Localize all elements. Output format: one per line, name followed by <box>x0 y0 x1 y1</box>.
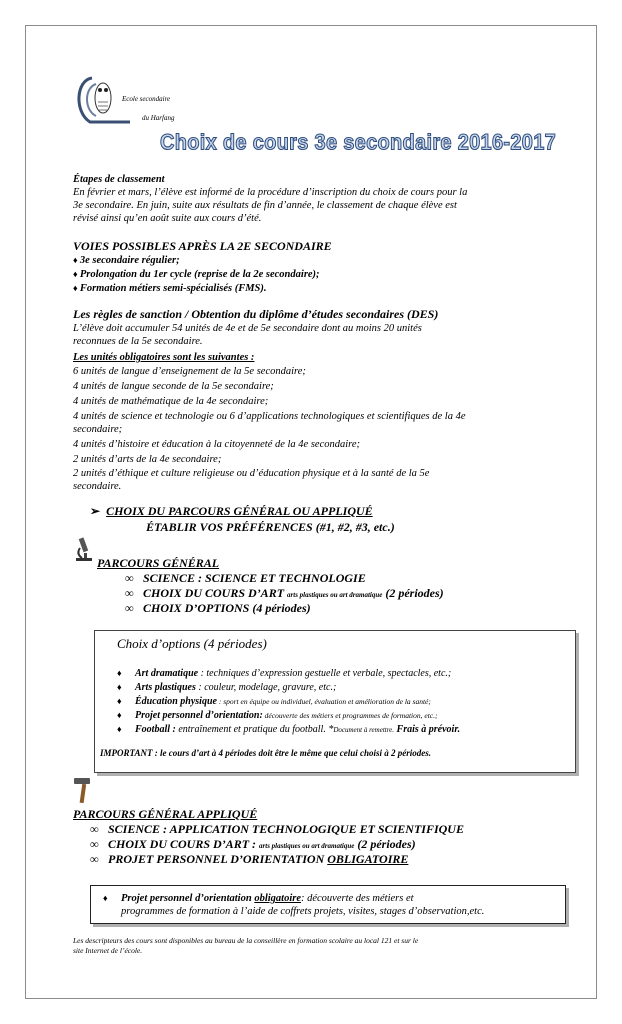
diamond-bullet-icon: ♦ <box>117 668 122 678</box>
infinity-bullet-icon: ∞ <box>90 822 99 836</box>
voies-item: ♦ 3e secondaire régulier; <box>73 255 180 266</box>
infinity-bullet-icon: ∞ <box>125 571 134 585</box>
applique-item: ∞ SCIENCE : APPLICATION TECHNOLOGIQUE ET SCIENTIFIQUE <box>90 822 464 836</box>
unites-line: secondaire; <box>73 424 123 435</box>
general-heading: PARCOURS GÉNÉRAL <box>97 556 220 570</box>
diamond-bullet-icon: ♦ <box>73 255 80 265</box>
voies-item: ♦ Prolongation du 1er cycle (reprise de la 2e secondaire); <box>73 269 320 280</box>
school-name-line2: du Harfang <box>142 114 175 122</box>
oblig-heading: Les unités obligatoires sont les suivantes : <box>73 352 255 363</box>
option-item: ♦ Projet personnel d’orientation: découverte des métiers et programmes de formation, etc.; <box>117 710 438 721</box>
etapes-line: 3e secondaire. En juin, suite aux résultats de fin d’année, le classement de chaque élève est <box>73 200 457 211</box>
hammer-icon <box>70 775 96 805</box>
general-item: ∞ SCIENCE : SCIENCE ET TECHNOLOGIE <box>125 571 366 585</box>
applique-heading: PARCOURS GÉNÉRAL APPLIQUÉ <box>73 807 258 821</box>
infinity-bullet-icon: ∞ <box>90 837 99 851</box>
arrow-bullet-icon: ➢ <box>90 504 107 518</box>
infinity-bullet-icon: ∞ <box>90 852 99 866</box>
general-item: ∞ CHOIX D’OPTIONS (4 périodes) <box>125 601 311 615</box>
diamond-bullet-icon: ♦ <box>103 893 108 903</box>
infinity-bullet-icon: ∞ <box>125 586 134 600</box>
regles-intro: L’élève doit accumuler 54 unités de 4e et de 5e secondaire dont au moins 20 unités <box>73 323 422 334</box>
choix-line1: ➢ CHOIX DU PARCOURS GÉNÉRAL OU APPLIQUÉ <box>90 504 373 518</box>
infinity-bullet-icon: ∞ <box>125 601 134 615</box>
option-item: ♦ Art dramatique : techniques d’expression gestuelle et verbale, spectacles, etc.; <box>117 668 452 679</box>
etapes-line: En février et mars, l’élève est informé de la procédure d’inscription du choix de cours pour la <box>73 187 468 198</box>
etapes-heading: Étapes de classement <box>73 174 165 185</box>
choix-line2: ÉTABLIR VOS PRÉFÉRENCES (#1, #2, #3, etc.) <box>146 520 395 534</box>
etapes-line: révisé ainsi qu’en août suite aux cours d’été. <box>73 213 262 224</box>
unites-line: 2 unités d’arts de la 4e secondaire; <box>73 454 222 465</box>
applique-item: ∞ CHOIX DU COURS D’ART : arts plastiques ou art dramatique (2 périodes) <box>90 837 416 851</box>
regles-heading: Les règles de sanction / Obtention du diplôme d’études secondaires (DES) <box>73 307 439 321</box>
diamond-bullet-icon: ♦ <box>117 724 122 734</box>
microscope-icon <box>72 536 96 564</box>
unites-line: 4 unités de langue seconde de la 5e secondaire; <box>73 381 274 392</box>
ppo-line2: programmes de formation à l’aide de coffrets projets, visites, stages d’observation,etc. <box>121 906 485 917</box>
ppo-box <box>90 885 566 924</box>
option-item: ♦ Football : entraînement et pratique du football. *Document à remettre. Frais à prévoir. <box>117 724 461 735</box>
option-item: ♦ Arts plastiques : couleur, modelage, gravure, etc.; <box>117 682 337 693</box>
important-note: IMPORTANT : le cours d’art à 4 périodes doit être le même que celui choisi à 2 périodes. <box>100 748 431 758</box>
diamond-bullet-icon: ♦ <box>117 696 122 706</box>
unites-line: 4 unités de science et technologie ou 6 d’applications technologiques et scientifiques de la 4e <box>73 411 466 422</box>
page-title: Choix de cours 3e secondaire 2016-2017 <box>160 130 557 156</box>
options-heading: Choix d’options (4 périodes) <box>117 636 267 651</box>
unites-line: 6 unités de langue d’enseignement de la 5e secondaire; <box>73 366 306 377</box>
options-box <box>94 630 576 773</box>
ppo-line1: ♦ Projet personnel d’orientation obligatoire: découverte des métiers et <box>103 893 414 904</box>
voies-heading: VOIES POSSIBLES APRÈS LA 2E SECONDAIRE <box>73 239 332 253</box>
school-name-line1: Ecole secondaire <box>122 95 171 103</box>
footer-note: site Internet de l’école. <box>73 946 143 955</box>
regles-intro: reconnues de la 5e secondaire. <box>73 336 203 347</box>
unites-line: 4 unités de mathématique de la 4e secondaire; <box>73 396 269 407</box>
diamond-bullet-icon: ♦ <box>73 269 80 279</box>
diamond-bullet-icon: ♦ <box>73 283 80 293</box>
unites-line: 2 unités d’éthique et culture religieuse ou d’éducation physique et à la santé de la 5e <box>73 468 430 479</box>
footer-note: Les descripteurs des cours sont disponibles au bureau de la conseillère en formation scolaire au local 121 et sur le <box>73 936 419 945</box>
general-item: ∞ CHOIX DU COURS D’ART arts plastiques ou art dramatique (2 périodes) <box>125 586 444 600</box>
applique-item: ∞ PROJET PERSONNEL D’ORIENTATION OBLIGATOIRE <box>90 852 409 866</box>
diamond-bullet-icon: ♦ <box>117 710 122 720</box>
unites-line: secondaire. <box>73 481 122 492</box>
diamond-bullet-icon: ♦ <box>117 682 122 692</box>
unites-line: 4 unités d’histoire et éducation à la citoyenneté de la 4e secondaire; <box>73 439 361 450</box>
option-item: ♦ Éducation physique : sport en équipe ou individuel, évaluation et amélioration de la santé; <box>117 696 431 707</box>
voies-item: ♦ Formation métiers semi-spécialisés (FMS). <box>73 283 267 294</box>
